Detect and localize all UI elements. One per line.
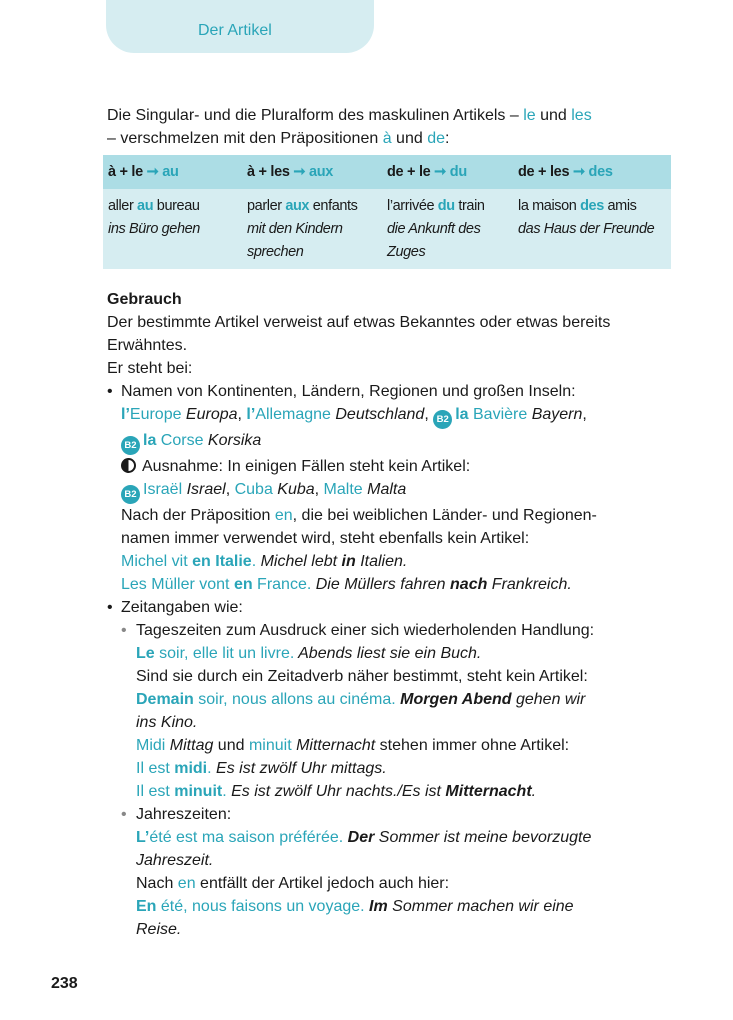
de-highlight: Morgen Abend xyxy=(395,691,512,708)
text: , die bei weiblichen Länder- und Regionen- xyxy=(292,507,597,524)
example-line xyxy=(136,826,687,849)
de-sentence: Reise. xyxy=(136,921,182,938)
fr-highlight: minuit xyxy=(174,783,223,800)
de-sentence: Die Müllers fahren xyxy=(311,576,451,593)
de-word: Israel xyxy=(182,481,226,498)
de-word: Korsika xyxy=(203,432,262,449)
example-line xyxy=(136,688,687,711)
fr-highlight: En xyxy=(136,898,157,915)
de-word: Mittag xyxy=(165,737,214,754)
highlight: des xyxy=(580,198,604,214)
text-line: Namen von Kontinenten, Ländern, Regionen und großen Inseln: xyxy=(121,383,576,400)
fr-highlight: Demain xyxy=(136,691,194,708)
de-word: Bayern xyxy=(527,406,583,423)
table-header-cell xyxy=(387,164,467,180)
text: – verschmelzen mit den Präpositionen xyxy=(107,130,383,147)
term-de: de xyxy=(427,130,445,147)
table-header-cell xyxy=(108,164,179,180)
text: stehen immer ohne Artikel: xyxy=(375,737,570,754)
fr-word: Midi xyxy=(136,737,166,754)
article: la xyxy=(143,432,157,449)
de-highlight: Im xyxy=(364,898,388,915)
fr-sentence: Il est xyxy=(136,783,175,800)
fr-example xyxy=(518,195,654,218)
text: , xyxy=(237,406,247,423)
fr-example xyxy=(108,195,200,218)
result: aux xyxy=(308,164,334,180)
highlight: du xyxy=(437,198,455,214)
de-word: Europa xyxy=(181,406,238,423)
de-sentence: Michel lebt xyxy=(256,553,342,570)
example-line xyxy=(121,478,687,504)
text-line xyxy=(121,504,687,527)
text-line: Zeitangaben wie: xyxy=(121,599,243,616)
de-word: Malta xyxy=(362,481,407,498)
example-line xyxy=(136,642,687,665)
fr-example xyxy=(387,195,485,218)
fr-sentence: France. xyxy=(252,576,312,593)
text-line xyxy=(136,872,687,895)
fr-sentence: . xyxy=(251,553,257,570)
text: entfällt der Artikel jedoch auch hier: xyxy=(195,875,450,892)
fr-word: Corse xyxy=(156,432,204,449)
de-translation: mit den Kindern xyxy=(247,221,343,237)
example-line xyxy=(136,780,687,803)
text: Ausnahme: In einigen Fällen steht kein Artikel: xyxy=(142,458,471,475)
text-line: Tageszeiten zum Ausdruck einer sich wiederholenden Handlung: xyxy=(136,622,595,639)
fr-highlight: midi xyxy=(174,760,208,777)
fr-example xyxy=(247,195,358,218)
section-title: Gebrauch xyxy=(107,291,182,308)
b2-level-icon: B2 xyxy=(121,436,140,455)
table-header-cell xyxy=(518,164,613,180)
de-sentence: Abends liest sie ein Buch. xyxy=(294,645,482,662)
fr-word: Bavière xyxy=(468,406,528,423)
exception-line xyxy=(121,455,687,478)
table-cell xyxy=(108,195,200,241)
de-sentence: Sommer ist meine bevorzugte xyxy=(374,829,592,846)
example-line xyxy=(121,573,687,596)
fr-word: Allemagne xyxy=(255,406,331,423)
fr-word: Israël xyxy=(143,481,183,498)
text: à + le xyxy=(108,164,147,180)
intro-paragraph xyxy=(107,104,667,150)
bullet-icon: • xyxy=(107,599,113,616)
fr-word: minuit xyxy=(248,737,292,754)
page-number: 238 xyxy=(51,975,78,992)
article: l’ xyxy=(246,406,256,423)
text-line: Er steht bei: xyxy=(107,360,193,377)
de-highlight: Der xyxy=(343,829,375,846)
text: , xyxy=(314,481,324,498)
fr-highlight: Le xyxy=(136,645,155,662)
chapter-title: Der Artikel xyxy=(198,22,272,39)
fr-word: Cuba xyxy=(234,481,273,498)
text: Nach xyxy=(136,875,178,892)
text: Die Singular- und die Pluralform des maskulinen Artikels – xyxy=(107,107,524,124)
de-sentence: . xyxy=(531,783,537,800)
fr-sentence: Michel vit xyxy=(121,553,193,570)
text: , xyxy=(582,406,587,423)
de-sentence: Jahreszeit. xyxy=(136,852,214,869)
example-line xyxy=(121,429,687,455)
arrow-icon: ➞ xyxy=(293,164,306,180)
table-cell xyxy=(247,195,358,264)
list-item xyxy=(107,380,687,403)
fr-sentence: soir, nous allons au cinéma. xyxy=(193,691,396,708)
de-sentence: Es ist zwölf Uhr nachts./Es ist xyxy=(226,783,446,800)
b2-level-icon: B2 xyxy=(433,410,452,429)
sub-bullet-icon: • xyxy=(121,622,127,639)
example-line xyxy=(136,757,687,780)
text-line xyxy=(136,734,687,757)
text-line: Jahreszeiten: xyxy=(136,806,232,823)
fr-sentence: soir, elle lit un livre. xyxy=(154,645,295,662)
text: bureau xyxy=(153,198,200,214)
text: l’arrivée xyxy=(387,198,438,214)
fr-highlight: en Italie xyxy=(192,553,252,570)
de-translation: ins Büro gehen xyxy=(108,221,200,237)
text: Nach der Präposition xyxy=(121,507,275,524)
sub-list-item xyxy=(107,619,687,803)
intro-line-2 xyxy=(107,127,667,150)
de-sentence: Frankreich. xyxy=(487,576,572,593)
de-word: Kuba xyxy=(272,481,315,498)
example-line xyxy=(121,550,687,573)
list-item xyxy=(107,596,687,619)
table-header-cell xyxy=(247,164,333,180)
term-le: le xyxy=(523,107,536,124)
table-header-row xyxy=(103,155,671,189)
text: enfants xyxy=(309,198,358,214)
term-les: les xyxy=(571,107,592,124)
text-line: Erwähntes. xyxy=(107,337,188,354)
text-line: Der bestimmte Artikel verweist auf etwas Bekanntes oder etwas bereits xyxy=(107,314,611,331)
table-cell xyxy=(518,195,654,241)
fr-sentence: Il est xyxy=(136,760,175,777)
fr-sentence: . xyxy=(207,760,212,777)
text: und xyxy=(391,130,428,147)
text: de + le xyxy=(387,164,435,180)
fr-word: en xyxy=(177,875,196,892)
usage-section xyxy=(107,288,687,941)
de-sentence: Sommer machen wir eine xyxy=(387,898,574,915)
fr-word: Malte xyxy=(323,481,363,498)
fr-sentence: . xyxy=(222,783,227,800)
text: aller xyxy=(108,198,138,214)
b2-level-icon: B2 xyxy=(121,485,140,504)
de-translation: Zuges xyxy=(387,244,426,260)
text: parler xyxy=(247,198,286,214)
text: à + les xyxy=(247,164,294,180)
de-sentence: gehen wir xyxy=(511,691,586,708)
result: au xyxy=(162,164,179,180)
result: des xyxy=(588,164,613,180)
highlight: aux xyxy=(285,198,310,214)
de-translation: sprechen xyxy=(247,244,304,260)
fr-highlight: en xyxy=(233,576,253,593)
fr-highlight: L’ xyxy=(136,829,150,846)
de-highlight: nach xyxy=(450,576,488,593)
text: , xyxy=(225,481,235,498)
de-sentence: ins Kino. xyxy=(136,714,198,731)
de-highlight: Mitternacht xyxy=(445,783,532,800)
contraction-table xyxy=(103,155,671,269)
fr-sentence: Les Müller vont xyxy=(121,576,234,593)
sub-list-item xyxy=(107,803,687,941)
text: la maison xyxy=(518,198,581,214)
arrow-icon: ➞ xyxy=(572,164,585,180)
article: l’ xyxy=(121,406,130,423)
de-highlight: in xyxy=(341,553,356,570)
intro-line-1 xyxy=(107,104,667,127)
de-word: Deutschland xyxy=(330,406,425,423)
text: und xyxy=(535,107,572,124)
article: la xyxy=(455,406,469,423)
exception-icon xyxy=(121,458,136,473)
text-line: namen immer verwendet wird, steht ebenfalls kein Artikel: xyxy=(121,530,530,547)
de-translation: das Haus der Freunde xyxy=(518,221,655,237)
table-cell xyxy=(387,195,485,264)
text: , xyxy=(424,406,434,423)
text: train xyxy=(454,198,485,214)
text: amis xyxy=(603,198,637,214)
de-sentence: Italien. xyxy=(355,553,408,570)
fr-sentence: été, nous faisons un voyage. xyxy=(156,898,365,915)
sub-bullet-icon: • xyxy=(121,806,127,823)
text: und xyxy=(213,737,249,754)
list-item-content xyxy=(107,403,687,596)
fr-word: en xyxy=(274,507,293,524)
text-line: Sind sie durch ein Zeitadverb näher bestimmt, steht kein Artikel: xyxy=(136,668,588,685)
example-line xyxy=(136,895,687,918)
highlight: au xyxy=(137,198,154,214)
example-line xyxy=(121,403,687,429)
arrow-icon: ➞ xyxy=(434,164,447,180)
chapter-tab xyxy=(106,0,374,53)
bullet-icon: • xyxy=(107,383,113,400)
term-a: à xyxy=(382,130,392,147)
result: du xyxy=(449,164,467,180)
text: de + les xyxy=(518,164,573,180)
de-sentence: Es ist zwölf Uhr mittags. xyxy=(211,760,387,777)
de-word: Mitternacht xyxy=(291,737,376,754)
de-translation: die Ankunft des xyxy=(387,221,481,237)
text: : xyxy=(445,130,450,147)
fr-word: Europe xyxy=(129,406,182,423)
arrow-icon: ➞ xyxy=(146,164,159,180)
fr-sentence: été est ma saison préférée. xyxy=(149,829,344,846)
